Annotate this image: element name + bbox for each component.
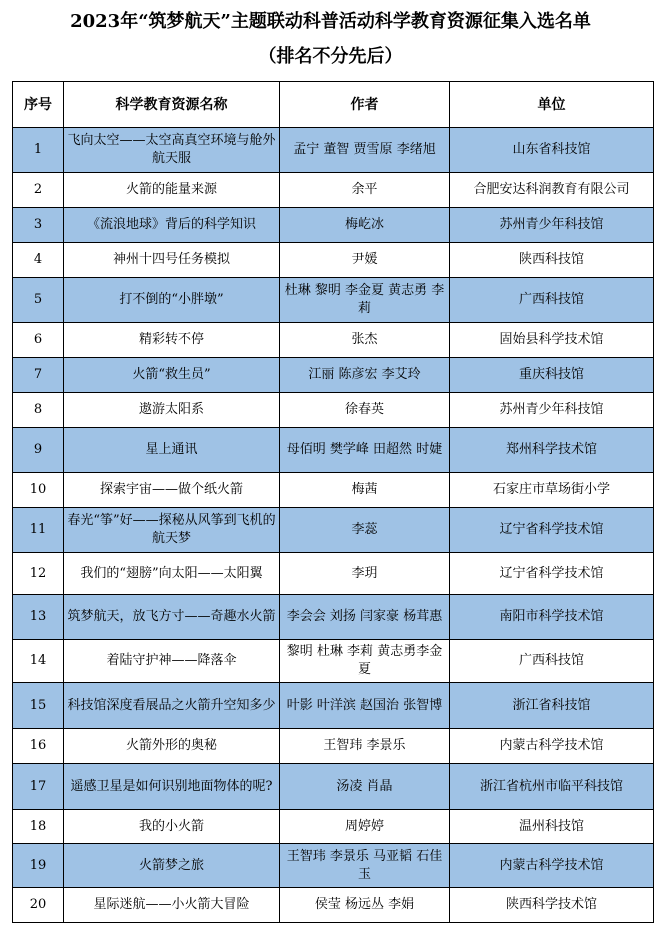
cell-unit: 辽宁省科学技术馆	[450, 553, 654, 595]
cell-author: 侯莹 杨远丛 李娟	[280, 888, 450, 923]
cell-no: 11	[13, 508, 64, 553]
cell-no: 19	[13, 844, 64, 888]
cell-no: 8	[13, 393, 64, 428]
cell-unit: 内蒙古科学技术馆	[450, 844, 654, 888]
table-row	[13, 128, 654, 173]
cell-no: 13	[13, 595, 64, 640]
cell-name: 飞向太空——太空高真空环境与舱外航天服	[64, 128, 280, 173]
table-row	[13, 208, 654, 243]
cell-unit: 南阳市科学技术馆	[450, 595, 654, 640]
cell-author: 汤凌 肖晶	[280, 764, 450, 810]
header-name: 科学教育资源名称	[64, 82, 280, 128]
cell-name: 遥感卫星是如何识别地面物体的呢?	[64, 764, 280, 810]
cell-no: 1	[13, 128, 64, 173]
table-body	[13, 128, 654, 923]
cell-author: 李会会 刘扬 闫家豪 杨茸惠	[280, 595, 450, 640]
cell-author: 母佰明 樊学峰 田超然 时婕	[280, 428, 450, 473]
cell-unit: 内蒙古科学技术馆	[450, 729, 654, 764]
cell-author: 梅茜	[280, 473, 450, 508]
header-author: 作者	[280, 82, 450, 128]
cell-unit: 浙江省杭州市临平科技馆	[450, 764, 654, 810]
cell-name: 筑梦航天，放飞方寸——奇趣水火箭	[64, 595, 280, 640]
cell-unit: 苏州青少年科技馆	[450, 208, 654, 243]
cell-unit: 温州科技馆	[450, 810, 654, 844]
cell-name: 火箭的能量来源	[64, 173, 280, 208]
cell-author: 王智玮 李景乐	[280, 729, 450, 764]
table-row	[13, 844, 654, 888]
table-row	[13, 358, 654, 393]
cell-no: 10	[13, 473, 64, 508]
cell-no: 17	[13, 764, 64, 810]
cell-name: 遨游太阳系	[64, 393, 280, 428]
cell-author: 梅屹冰	[280, 208, 450, 243]
cell-name: 星上通讯	[64, 428, 280, 473]
cell-no: 6	[13, 323, 64, 358]
table-row	[13, 508, 654, 553]
cell-no: 5	[13, 278, 64, 323]
cell-name: 神州十四号任务模拟	[64, 243, 280, 278]
table-row	[13, 888, 654, 923]
cell-no: 2	[13, 173, 64, 208]
cell-author: 李玥	[280, 553, 450, 595]
cell-no: 16	[13, 729, 64, 764]
cell-unit: 陕西科学技术馆	[450, 888, 654, 923]
cell-name: 我的小火箭	[64, 810, 280, 844]
table-row	[13, 764, 654, 810]
table-row	[13, 683, 654, 729]
cell-unit: 辽宁省科学技术馆	[450, 508, 654, 553]
cell-no: 9	[13, 428, 64, 473]
cell-unit: 郑州科学技术馆	[450, 428, 654, 473]
cell-name: 打不倒的“小胖墩”	[64, 278, 280, 323]
cell-author: 叶影 叶洋滨 赵国治 张智博	[280, 683, 450, 729]
cell-no: 20	[13, 888, 64, 923]
cell-unit: 山东省科技馆	[450, 128, 654, 173]
cell-no: 7	[13, 358, 64, 393]
cell-author: 尹媛	[280, 243, 450, 278]
header-no: 序号	[13, 82, 64, 128]
cell-author: 徐春英	[280, 393, 450, 428]
cell-no: 15	[13, 683, 64, 729]
cell-author: 孟宁 董智 贾雪原 李绪旭	[280, 128, 450, 173]
document-subtitle: （排名不分先后）	[258, 46, 403, 67]
table-row	[13, 595, 654, 640]
cell-name: 《流浪地球》背后的科学知识	[64, 208, 280, 243]
cell-no: 14	[13, 640, 64, 683]
cell-no: 3	[13, 208, 64, 243]
table-row	[13, 473, 654, 508]
table-row	[13, 810, 654, 844]
table-row	[13, 729, 654, 764]
table-row	[13, 173, 654, 208]
cell-no: 18	[13, 810, 64, 844]
cell-author: 杜琳 黎明 李金夏 黄志勇 李莉	[280, 278, 450, 323]
table-row	[13, 428, 654, 473]
cell-author: 李蕊	[280, 508, 450, 553]
cell-name: 星际迷航——小火箭大冒险	[64, 888, 280, 923]
cell-name: 火箭外形的奥秘	[64, 729, 280, 764]
table-header-row	[13, 82, 654, 128]
cell-author: 余平	[280, 173, 450, 208]
cell-name: 我们的“翅膀”向太阳——太阳翼	[64, 553, 280, 595]
cell-unit: 石家庄市草场街小学	[450, 473, 654, 508]
cell-unit: 固始县科学技术馆	[450, 323, 654, 358]
cell-author: 黎明 杜琳 李莉 黄志勇李金夏	[280, 640, 450, 683]
cell-unit: 浙江省科技馆	[450, 683, 654, 729]
cell-no: 4	[13, 243, 64, 278]
cell-name: 着陆守护神——降落伞	[64, 640, 280, 683]
cell-unit: 合肥安达科润教育有限公司	[450, 173, 654, 208]
cell-name: 科技馆深度看展品之火箭升空知多少	[64, 683, 280, 729]
document-title: 2023年“筑梦航天”主题联动科普活动科学教育资源征集入选名单	[70, 11, 591, 32]
table-row	[13, 640, 654, 683]
cell-name: 火箭“救生员”	[64, 358, 280, 393]
table-row	[13, 323, 654, 358]
header-unit: 单位	[450, 82, 654, 128]
cell-author: 张杰	[280, 323, 450, 358]
table-row	[13, 278, 654, 323]
cell-no: 12	[13, 553, 64, 595]
selection-table	[12, 81, 654, 923]
cell-author: 周婷婷	[280, 810, 450, 844]
cell-unit: 广西科技馆	[450, 278, 654, 323]
table-row	[13, 553, 654, 595]
cell-unit: 广西科技馆	[450, 640, 654, 683]
table-row	[13, 393, 654, 428]
cell-unit: 陕西科技馆	[450, 243, 654, 278]
cell-name: 探索宇宙——做个纸火箭	[64, 473, 280, 508]
cell-name: 火箭梦之旅	[64, 844, 280, 888]
cell-author: 王智玮 李景乐 马亚韬 石佳玉	[280, 844, 450, 888]
cell-unit: 苏州青少年科技馆	[450, 393, 654, 428]
cell-name: 精彩转不停	[64, 323, 280, 358]
cell-name: 春光“筝”好——探秘从风筝到飞机的航天梦	[64, 508, 280, 553]
cell-author: 江丽 陈彦宏 李艾玲	[280, 358, 450, 393]
cell-unit: 重庆科技馆	[450, 358, 654, 393]
table-row	[13, 243, 654, 278]
